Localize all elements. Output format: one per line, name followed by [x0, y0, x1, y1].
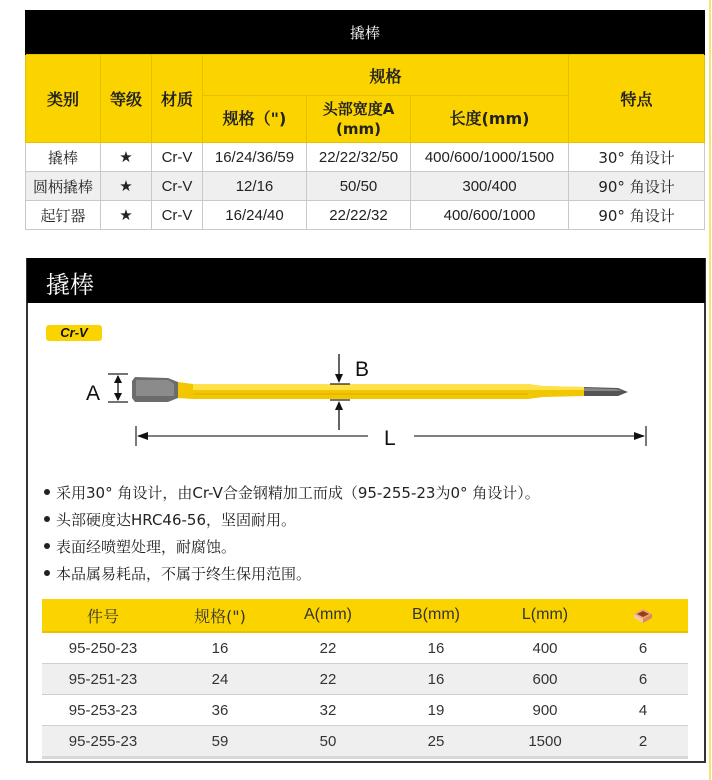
- header-a: A(mm): [276, 599, 380, 632]
- label-a: A: [86, 382, 101, 405]
- header-spec-group: 规格: [203, 55, 569, 96]
- feature-text: 头部硬度达HRC46-56，坚固耐用。: [56, 511, 297, 529]
- cell-a: 22: [276, 664, 380, 695]
- cell-feature: 30° 角设计: [569, 143, 705, 172]
- feature-text: 本品属易耗品，不属于终生保用范围。: [56, 565, 312, 583]
- cell-part-no: 95-251-23: [42, 664, 164, 695]
- cell-feature: 90° 角设计: [569, 172, 705, 201]
- bullet-icon: [44, 516, 50, 522]
- list-item: [44, 534, 540, 561]
- header-grade: 等级: [101, 55, 152, 143]
- list-item: [44, 561, 540, 588]
- cell-b: 25: [380, 726, 492, 758]
- cell-category: 圆柄撬棒: [26, 172, 101, 201]
- label-l: L: [384, 427, 396, 450]
- parts-table: [42, 599, 688, 759]
- cell-b: 19: [380, 695, 492, 726]
- feature-text: 采用30° 角设计，由Cr-V合金钢精加工而成（95-255-23为0° 角设计）。: [56, 484, 540, 502]
- header-length: 长度(mm): [411, 96, 569, 143]
- header-head-width-text: 头部宽度A(mm): [322, 100, 395, 138]
- bullet-icon: [44, 570, 50, 576]
- star-icon: ★: [101, 201, 152, 230]
- box-icon: [632, 606, 654, 624]
- header-spec: 规格("): [164, 599, 276, 632]
- cell-length: 400/600/1000/1500: [411, 143, 569, 172]
- bullet-icon: [44, 489, 50, 495]
- panel-header: [27, 258, 705, 303]
- label-b: B: [355, 358, 370, 381]
- cell-spec-inch: 12/16: [203, 172, 307, 201]
- cell-feature: 90° 角设计: [569, 201, 705, 230]
- cell-b: 16: [380, 664, 492, 695]
- cell-a: 50: [276, 726, 380, 758]
- cell-b: 16: [380, 632, 492, 664]
- header-head-width: [307, 96, 411, 143]
- cell-l: 600: [492, 664, 598, 695]
- table-row: [26, 201, 705, 230]
- star-icon: ★: [101, 143, 152, 172]
- spec-table-title: 撬棒: [26, 11, 705, 55]
- header-material: 材质: [152, 55, 203, 143]
- header-part-no: 件号: [42, 599, 164, 632]
- cell-category: 起钉器: [26, 201, 101, 230]
- cell-qty: 6: [598, 632, 688, 664]
- cell-part-no: 95-253-23: [42, 695, 164, 726]
- table-row: [26, 172, 705, 201]
- product-panel: [26, 258, 706, 763]
- header-l: L(mm): [492, 599, 598, 632]
- cell-spec-inch: 16/24/40: [203, 201, 307, 230]
- table-row: [42, 726, 688, 758]
- table-row: [42, 664, 688, 695]
- cell-head-width: 50/50: [307, 172, 411, 201]
- material-badge: Cr-V: [46, 325, 102, 341]
- cell-spec: 24: [164, 664, 276, 695]
- crowbar-dimension-diagram: [28, 348, 704, 458]
- cell-material: Cr-V: [152, 172, 203, 201]
- cell-qty: 6: [598, 664, 688, 695]
- cell-qty: 2: [598, 726, 688, 758]
- cell-a: 22: [276, 632, 380, 664]
- right-edge-line: [709, 0, 711, 780]
- cell-part-no: 95-250-23: [42, 632, 164, 664]
- cell-a: 32: [276, 695, 380, 726]
- cell-spec: 59: [164, 726, 276, 758]
- cell-qty: 4: [598, 695, 688, 726]
- cell-head-width: 22/22/32: [307, 201, 411, 230]
- cell-material: Cr-V: [152, 143, 203, 172]
- list-item: [44, 480, 540, 507]
- cell-spec: 36: [164, 695, 276, 726]
- cell-spec: 16: [164, 632, 276, 664]
- header-feature: 特点: [569, 55, 705, 143]
- header-category: 类别: [26, 55, 101, 143]
- table-row: [42, 695, 688, 726]
- header-b: B(mm): [380, 599, 492, 632]
- table-row: [42, 632, 688, 664]
- panel-title: 撬棒: [46, 271, 94, 299]
- cell-l: 1500: [492, 726, 598, 758]
- cell-category: 撬棒: [26, 143, 101, 172]
- cell-length: 400/600/1000: [411, 201, 569, 230]
- header-qty: [598, 599, 688, 632]
- feature-list: [44, 480, 540, 588]
- cell-l: 900: [492, 695, 598, 726]
- cell-length: 300/400: [411, 172, 569, 201]
- header-spec-inch: 规格（"): [203, 96, 307, 143]
- star-icon: ★: [101, 172, 152, 201]
- cell-l: 400: [492, 632, 598, 664]
- cell-material: Cr-V: [152, 201, 203, 230]
- cell-part-no: 95-255-23: [42, 726, 164, 758]
- spec-overview-table: [25, 10, 705, 230]
- feature-text: 表面经喷塑处理，耐腐蚀。: [56, 538, 237, 556]
- cell-spec-inch: 16/24/36/59: [203, 143, 307, 172]
- list-item: [44, 507, 540, 534]
- bullet-icon: [44, 543, 50, 549]
- cell-head-width: 22/22/32/50: [307, 143, 411, 172]
- table-row: [26, 143, 705, 172]
